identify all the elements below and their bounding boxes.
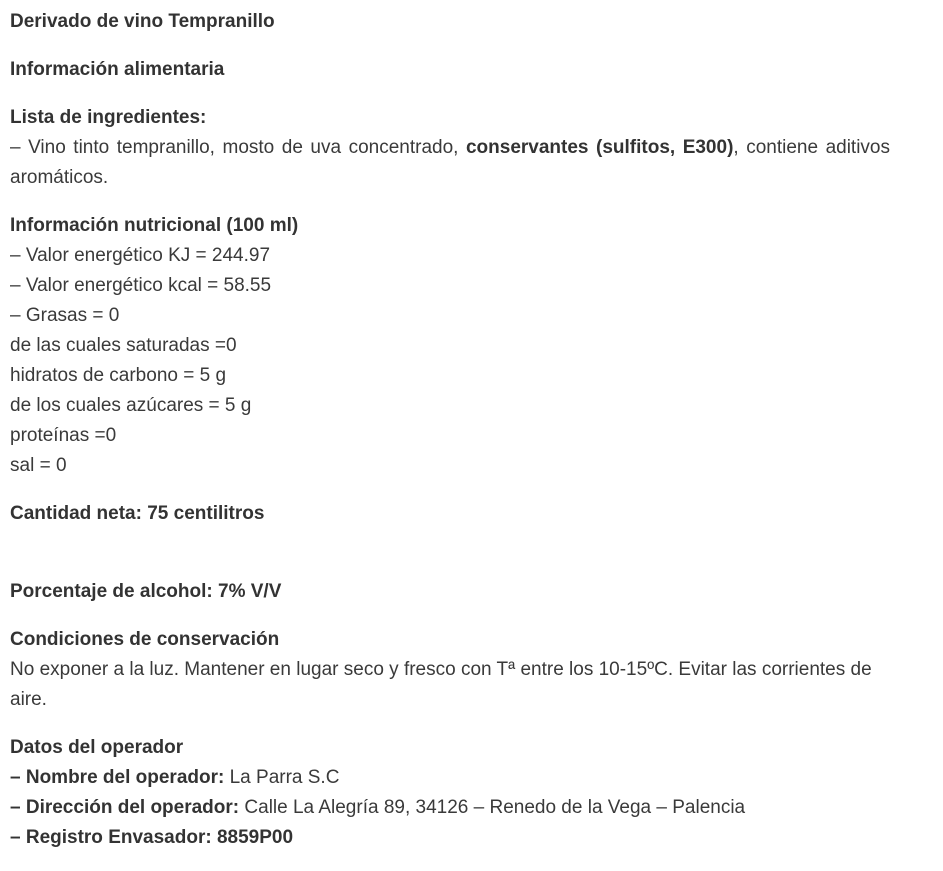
operator-registry: – Registro Envasador: 8859P00 [10,827,294,848]
operator-heading: Datos del operador [10,737,184,758]
ingredients-text-start: – Vino tinto tempranillo, mosto de uva concentrado, [10,137,466,158]
operator-section [10,733,890,853]
nutrition-line: – Valor energético kcal = 58.55 [10,275,272,296]
operator-name: – Nombre del operador: La Parra S.C [10,767,340,788]
nutrition-line: proteínas =0 [10,425,117,446]
nutrition-section [10,211,890,481]
nutrition-line: – Valor energético KJ = 244.97 [10,245,271,266]
net-quantity: Cantidad neta: 75 centilitros [10,503,265,524]
operator-address: – Dirección del operador: Calle La Alegría 89, 34126 – Renedo de la Vega – Palencia [10,797,746,818]
ingredients-text-end: , contiene aditivos aromáticos. [10,137,890,188]
nutrition-line: sal = 0 [10,455,67,476]
nutrition-line: – Grasas = 0 [10,305,120,326]
conservation-section [10,625,890,715]
conservation-heading: Condiciones de conservación [10,629,280,650]
nutrition-line: de los cuales azúcares = 5 g [10,395,252,416]
product-title: Derivado de vino Tempranillo [10,11,275,32]
conservation-text: No exponer a la luz. Mantener en lugar seco y fresco con Tª entre los 10-15ºC. Evitar las corrientes de aire. [10,659,872,710]
ingredients-heading: Lista de ingredientes: [10,107,207,128]
nutrition-line: de las cuales saturadas =0 [10,335,237,356]
ingredients-section [10,103,890,193]
food-info-heading: Información alimentaria [10,59,225,80]
nutrition-heading: Información nutricional (100 ml) [10,215,299,236]
product-info-document [10,7,890,871]
nutrition-line: hidratos de carbono = 5 g [10,365,227,386]
alcohol-percentage: Porcentaje de alcohol: 7% V/V [10,581,282,602]
ingredients-preservatives: conservantes (sulfitos, E300) [465,137,734,158]
